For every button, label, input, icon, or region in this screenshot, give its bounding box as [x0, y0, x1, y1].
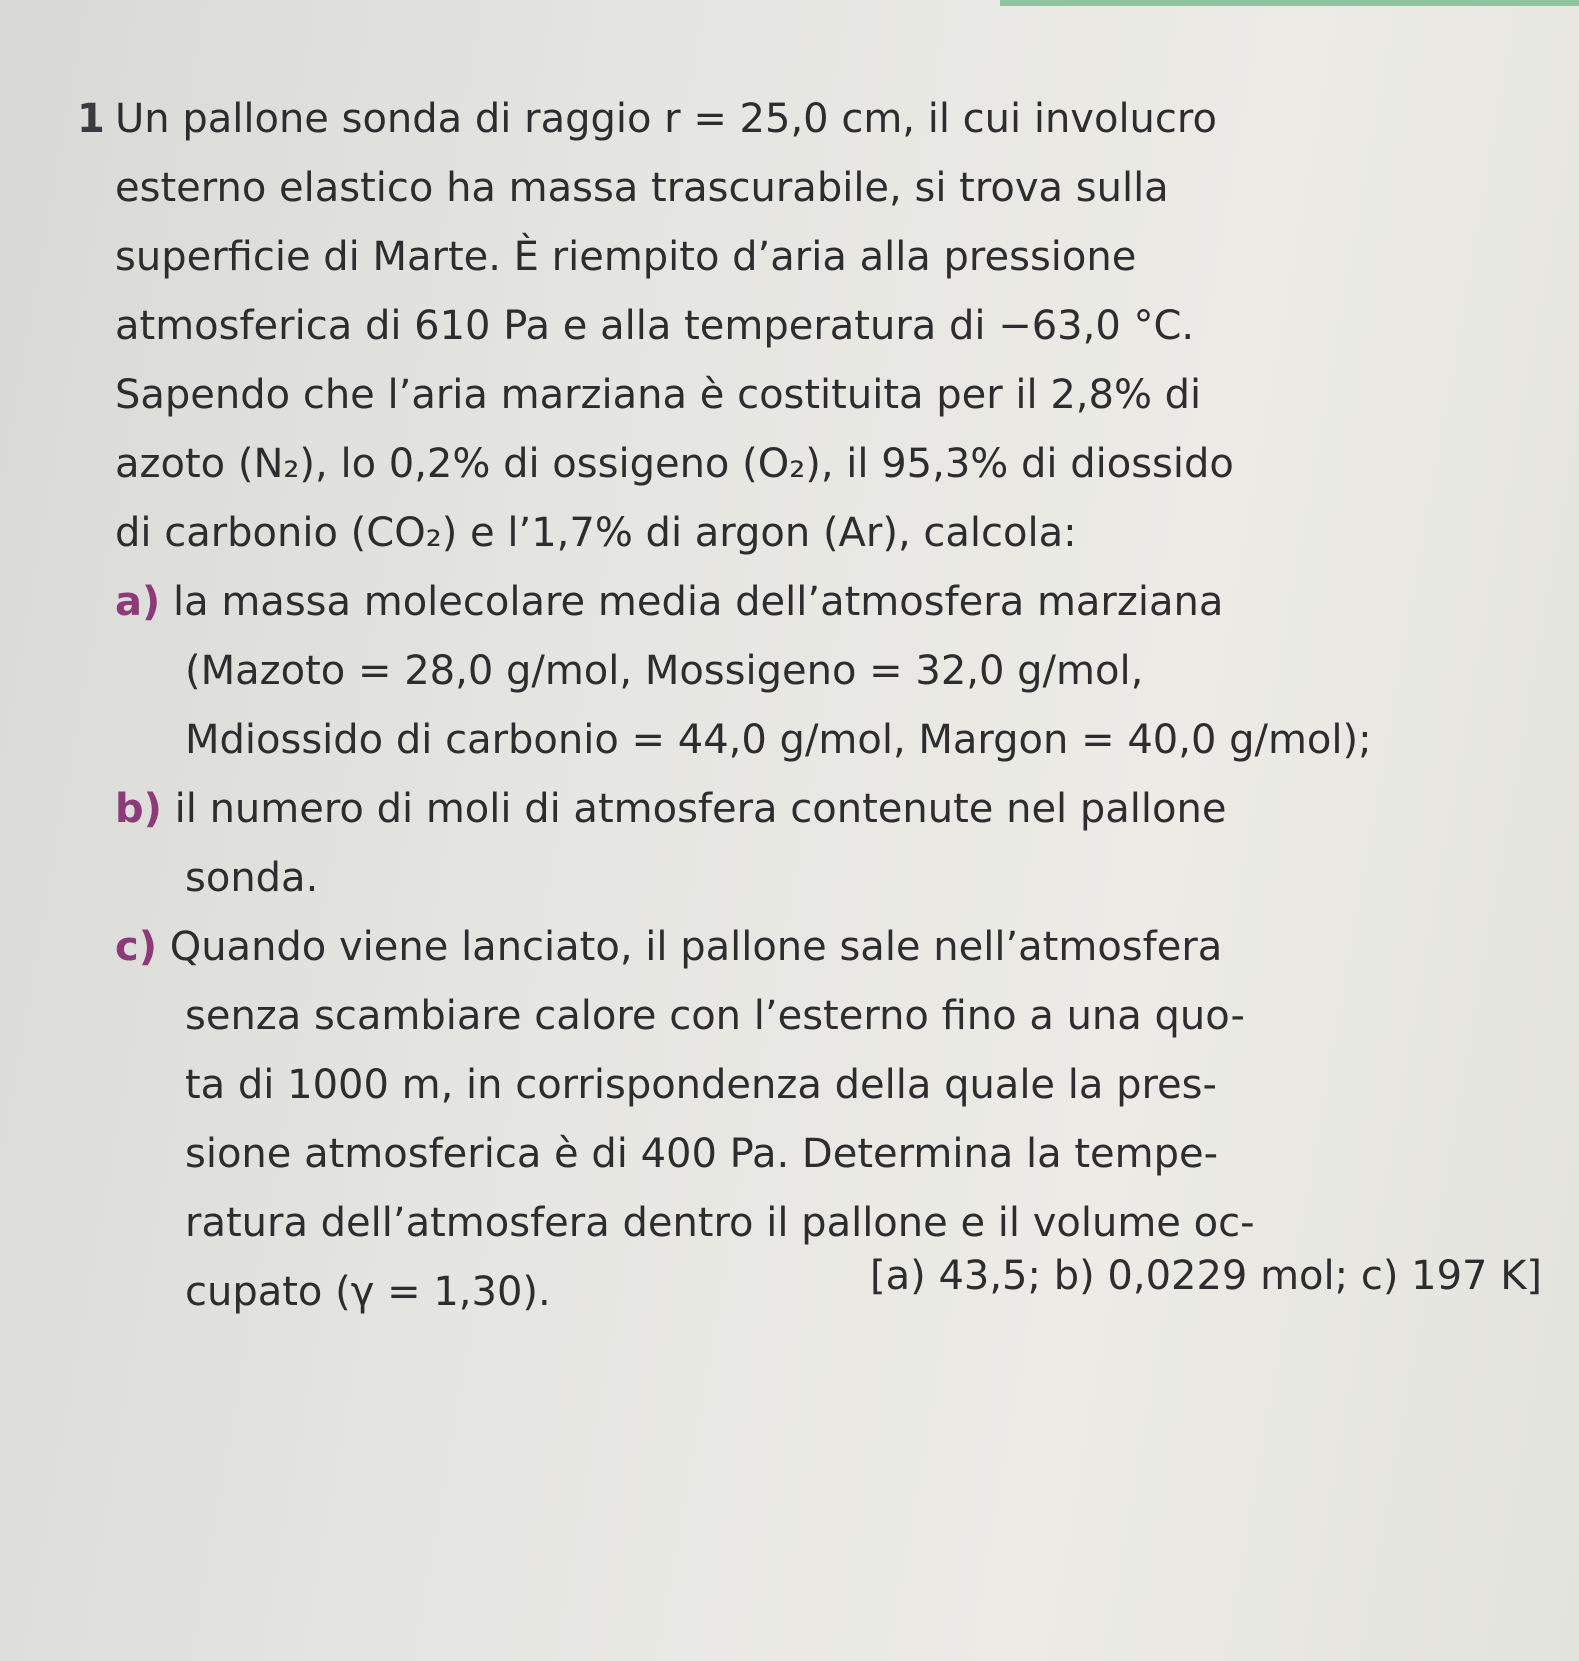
item-c-last-line: [115, 1253, 1543, 1327]
intro-line: esterno elastico ha massa trascurabile, si trova sulla: [115, 165, 1169, 211]
item-a-formula-line: (Mazoto = 28,0 g/mol, Mossigeno = 32,0 g/mol,: [185, 648, 1144, 694]
item-c-line: [115, 913, 1505, 982]
page-edge-stripe: [1000, 0, 1579, 6]
item-b-line: [115, 775, 1505, 844]
intro-line: di carbonio (CO₂) e l’1,7% di argon (Ar), calcola:: [115, 510, 1077, 556]
intro-line: superficie di Marte. È riempito d’aria alla pressione: [115, 234, 1137, 280]
exercise-block: [77, 85, 1543, 1327]
item-b-text: il numero di moli di atmosfera contenute nel pallone: [174, 786, 1227, 832]
item-a-formula-line: Mdiossido di carbonio = 44,0 g/mol, Margon = 40,0 g/mol);: [185, 717, 1372, 763]
exercise-number: 1: [77, 96, 105, 142]
item-c-line: ta di 1000 m, in corrispondenza della quale la pres-: [185, 1062, 1217, 1108]
item-a-text: la massa molecolare media dell’atmosfera marziana: [173, 579, 1224, 625]
item-c-text: Quando viene lanciato, il pallone sale nell’atmosfera: [169, 924, 1223, 970]
item-c-label: c): [115, 924, 157, 970]
item-b-label: b): [115, 786, 162, 832]
intro-line: atmosferica di 610 Pa e alla temperatura di −63,0 °C.: [115, 303, 1195, 349]
intro-line: Sapendo che l’aria marziana è costituita per il 2,8% di: [115, 372, 1202, 418]
item-c-line: ratura dell’atmosfera dentro il pallone e il volume oc-: [185, 1200, 1255, 1246]
item-b-line: sonda.: [185, 855, 319, 901]
item-a-label: a): [115, 579, 161, 625]
answers: [a) 43,5; b) 0,0229 mol; c) 197 K]: [870, 1253, 1543, 1299]
item-c-line: sione atmosferica è di 400 Pa. Determina la tempe-: [185, 1131, 1219, 1177]
item-c-text: cupato (γ = 1,30).: [185, 1269, 551, 1315]
item-a-line: [115, 568, 1505, 637]
item-c-line: senza scambiare calore con l’esterno fino a una quo-: [185, 993, 1245, 1039]
intro-line: azoto (N₂), lo 0,2% di ossigeno (O₂), il 95,3% di diossido: [115, 441, 1234, 487]
intro-line: Un pallone sonda di raggio r = 25,0 cm, il cui involucro: [115, 96, 1217, 142]
